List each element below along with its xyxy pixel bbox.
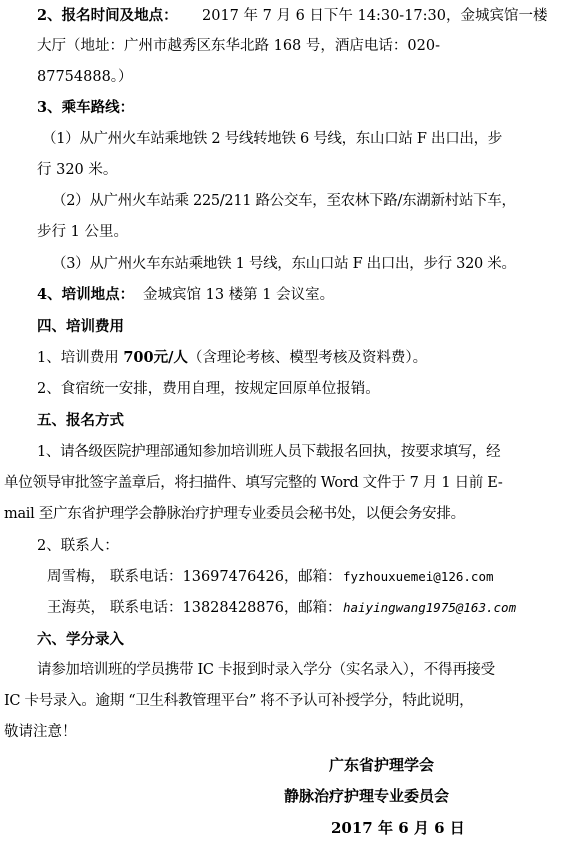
route-3-text: （3）从广州火车东站乘地铁 1 号线，东山口站 F 出口出，步行 320 米。 [52,256,516,272]
registration-time-text: 2017 年 7 月 6 日下午 14:30-17:30，金城宾馆一楼 [202,8,548,24]
registration-phone-line [0,67,562,87]
route-1-line-2 [0,160,562,180]
route-heading-line [0,98,562,118]
registration-heading: 五、报名方式 [37,412,124,429]
contact-1-name: 周雪梅， [47,569,105,585]
credits-text-end: 敬请注意！ [4,724,77,740]
credits-heading: 六、学分录入 [37,631,124,648]
fees-item-1-suffix: （含理论考核、模型考核及资料费）。 [187,350,428,366]
fees-amount: 700元/人 [123,349,188,366]
route-2-text-cont: 步行 1 公里。 [37,224,128,240]
section-2-heading: 2、报名时间及地点： [37,7,178,24]
venue-text: 金城宾馆 13 楼第 1 会议室。 [143,287,335,303]
contact-1-email-label: 邮箱： [298,569,342,585]
route-3-line [0,254,562,274]
contact-2-name: 王海英， [47,600,105,616]
route-2-line-1 [0,191,562,211]
route-2-text: （2）从广州火车站乘 225/211 路公交车，至农林下路/东湖新村站下车， [52,193,516,209]
fees-item-1-text [37,348,427,368]
fees-item-2 [0,379,562,399]
fees-heading-line [0,317,562,337]
contact-2-phone: 联系电话：13828428876， [110,600,299,616]
credits-line-2 [0,691,562,711]
contact-1-email: fyzhouxuemei@126.com [343,569,494,584]
credits-text-cont: IC 卡号录入。逾期 “卫生科教管理平台” 将不予认可补授学分，特此说明， [4,693,474,709]
fees-item-1-prefix: 1、培训费用 [37,350,124,366]
credits-line-1 [0,660,562,680]
registration-item-1-line-3 [0,504,562,524]
registration-item-1-line-1 [0,442,562,462]
route-1-text-cont: 行 320 米。 [37,162,118,178]
route-2-line-2 [0,222,562,242]
credits-line-3 [0,722,562,742]
registration-item-1-text-end: mail 至广东省护理学会静脉治疗护理专业委员会秘书处，以便会务安排。 [4,506,465,522]
contact-2-email-label: 邮箱： [298,600,342,616]
route-1-text: （1）从广州火车站乘地铁 2 号线转地铁 6 号线，东山口站 F 出口出，步 [42,131,502,147]
fees-item-1 [0,348,562,368]
registration-phone-text: 87754888。） [37,69,133,85]
registration-heading-line [0,411,562,431]
registration-time-line-1 [0,6,562,26]
signature-committee: 静脉治疗护理专业委员会 [284,787,450,805]
credits-text: 请参加培训班的学员携带 IC 卡报到时录入学分（实名录入），不得再接受 [37,662,495,678]
credits-heading-line [0,630,562,650]
signature-org: 广东省护理学会 [329,756,435,774]
venue-line [0,285,562,305]
contact-1-phone: 联系电话：13697476426， [110,569,299,585]
contact-2-email: haiyingwang1975@163.com [343,600,517,615]
contact-label-line [0,536,562,556]
signature-date: 2017 年 6 月 6 日 [331,819,465,837]
registration-item-1-text: 1、请各级医院护理部通知参加培训班人员下载报名回执，按要求填写，经 [37,444,501,460]
fees-item-2-text: 2、食宿统一安排，费用自理，按规定回原单位报销。 [37,381,380,397]
contact-1 [0,567,562,587]
registration-item-1-text-cont: 单位领导审批签字盖章后，将扫描件、填写完整的 Word 文件于 7 月 1 日前 E- [4,475,503,491]
route-1-line-1 [0,129,562,149]
registration-item-1-line-2 [0,473,562,493]
fees-heading: 四、培训费用 [37,318,124,335]
contact-2 [0,598,562,618]
section-4-heading: 4、培训地点： [37,286,135,303]
registration-address-line [0,36,562,56]
contact-label: 2、联系人： [37,538,119,554]
section-3-heading: 3、乘车路线： [37,99,135,116]
registration-address-text: 大厅（地址：广州市越秀区东华北路 168 号，酒店电话：020- [37,38,440,54]
